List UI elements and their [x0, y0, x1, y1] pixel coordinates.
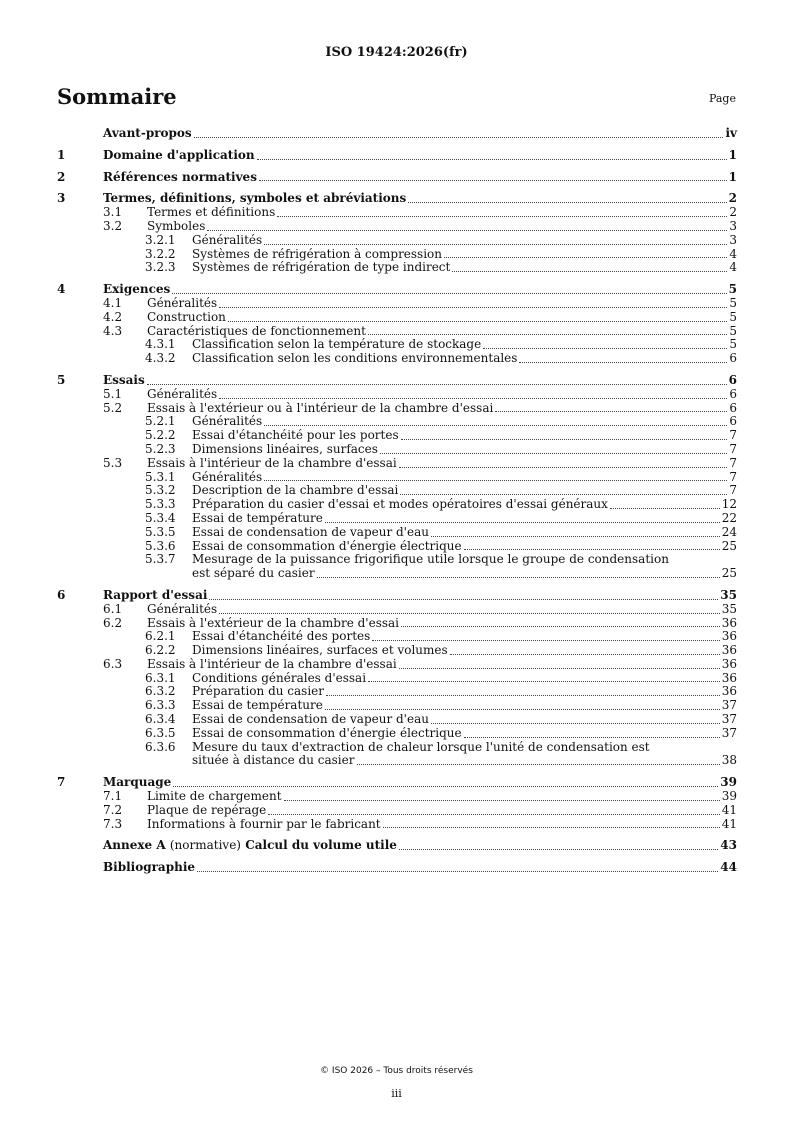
- toc-entry-page: 12: [721, 497, 737, 512]
- toc-entry-label: Essai de consommation d'énergie électrique: [192, 538, 462, 553]
- toc-leader-dots: [259, 179, 727, 181]
- toc-leader-dots: [264, 424, 727, 426]
- toc-entry-number: 6.2.1: [145, 629, 176, 644]
- toc-entry-number: 3.2: [103, 218, 123, 233]
- toc-entry-label: Rapport d'essai: [103, 587, 208, 602]
- toc-entry-page: 1: [728, 169, 737, 184]
- toc-leader-dots: [264, 243, 727, 245]
- toc-entry[interactable]: [57, 325, 737, 339]
- toc-entry-label: Construction: [147, 309, 226, 324]
- toc-entry-label: Bibliographie: [103, 860, 196, 875]
- page-column-label: Page: [708, 92, 736, 105]
- toc-entry[interactable]: [57, 234, 737, 248]
- toc-entry-page: 5: [729, 337, 737, 352]
- toc-entry-label: Généralités: [147, 386, 218, 401]
- toc-entry-number: 6.3.5: [145, 725, 176, 740]
- toc-leader-dots: [452, 270, 727, 272]
- toc-entry-page: 36: [721, 629, 737, 644]
- toc-entry-number: 3.2.3: [145, 260, 176, 275]
- toc-entry[interactable]: [57, 471, 737, 485]
- toc-entry-number: 6.2: [103, 615, 123, 630]
- toc-leader-dots: [264, 479, 727, 481]
- toc-entry-label: Essai de température: [192, 510, 323, 525]
- toc-entry-number: 6.1: [103, 601, 123, 616]
- toc-entry[interactable]: [57, 861, 737, 875]
- toc-entry[interactable]: [57, 672, 737, 686]
- toc-leader-dots: [147, 383, 727, 385]
- toc-leader-dots: [219, 397, 727, 399]
- toc-entry-label: Termes, définitions, symboles et abréviations: [103, 191, 407, 206]
- toc-entry-page: 37: [721, 725, 737, 740]
- toc-entry[interactable]: [57, 498, 737, 512]
- toc-entry[interactable]: [57, 617, 737, 631]
- toc-entry-number: 7.3: [103, 816, 123, 831]
- toc-entry-label: Essais: [103, 372, 145, 387]
- toc-entry[interactable]: [57, 283, 737, 297]
- toc-entry[interactable]: [57, 311, 737, 325]
- toc-leader-dots: [173, 785, 718, 787]
- toc-entry-label: Termes et définitions: [147, 205, 276, 220]
- toc-entry-number: 6.3: [103, 656, 123, 671]
- toc-entry[interactable]: [57, 297, 737, 311]
- toc-entry-number: 5.2: [103, 400, 123, 415]
- toc-entry-label: Domaine d'application: [103, 147, 255, 162]
- toc-entry[interactable]: [57, 741, 737, 769]
- toc-entry-label: Systèmes de réfrigération à compression: [192, 246, 443, 261]
- toc-entry-page: 35: [720, 587, 737, 602]
- toc-entry-page: 7: [729, 441, 737, 456]
- toc-leader-dots: [326, 694, 720, 696]
- toc-entry-number: 1: [57, 147, 66, 162]
- toc-entry-label: Informations à fournir par le fabricant: [147, 816, 381, 831]
- toc-entry-label: Mesure du taux d'extraction de chaleur lorsque l'unité de condensation est: [192, 739, 650, 754]
- toc-entry-number: 5.3.2: [145, 483, 176, 498]
- toc-entry-number: 6: [57, 587, 66, 602]
- toc-entry-page: 5: [729, 295, 737, 310]
- toc-entry-page: 41: [721, 802, 737, 817]
- toc-entry-label: Marquage: [103, 775, 172, 790]
- toc-entry[interactable]: [57, 727, 737, 741]
- toc-leader-dots: [172, 292, 726, 294]
- toc-entry-number: 4.3: [103, 323, 123, 338]
- toc-entry-page: 6: [728, 372, 737, 387]
- toc-entry-number: 7.1: [103, 789, 123, 804]
- toc-leader-dots: [268, 813, 719, 815]
- toc-entry-number: 4.3.1: [145, 337, 176, 352]
- toc-leader-dots: [284, 799, 720, 801]
- toc-leader-dots: [400, 493, 727, 495]
- toc-leader-dots: [399, 466, 728, 468]
- toc-leader-dots: [207, 229, 727, 231]
- toc-entry[interactable]: [57, 171, 737, 185]
- toc-entry-number: 2: [57, 169, 66, 184]
- toc-entry-page: 4: [729, 260, 737, 275]
- toc-entry-label: Généralités: [192, 414, 263, 429]
- toc-entry-label: Dimensions linéaires, surfaces et volumes: [192, 643, 448, 658]
- toc-entry-number: 5.3.4: [145, 510, 176, 525]
- toc-entry-page: 3: [729, 232, 737, 247]
- toc-entry-page: iv: [725, 126, 737, 140]
- toc-entry[interactable]: [57, 540, 737, 554]
- toc-entry-number: 5.2.1: [145, 414, 176, 429]
- toc-entry-label: Références normatives: [103, 169, 257, 184]
- toc-entry-page: 5: [728, 282, 737, 297]
- toc-entry-page: 5: [729, 309, 737, 324]
- toc-entry-page: 44: [720, 860, 737, 875]
- toc-leader-dots: [368, 680, 720, 682]
- toc-entry[interactable]: [57, 644, 737, 658]
- toc-entry-label: Limite de chargement: [147, 789, 282, 804]
- toc-entry[interactable]: [57, 512, 737, 526]
- toc-leader-dots: [219, 306, 727, 308]
- toc-leader-dots: [610, 507, 720, 509]
- toc-leader-dots: [317, 576, 720, 578]
- toc-leader-dots: [483, 347, 727, 349]
- toc-entry-number: 5.3.6: [145, 538, 176, 553]
- toc-entry-label: Caractéristiques de fonctionnement: [147, 323, 366, 338]
- toc-entry-page: 36: [721, 670, 737, 685]
- toc-entry-number: 6.3.3: [145, 698, 176, 713]
- toc-entry-label: Généralités: [192, 469, 263, 484]
- toc-entry-label: Essai de condensation de vapeur d'eau: [192, 524, 429, 539]
- toc-entry-number: 6.3.1: [145, 670, 176, 685]
- toc-leader-dots: [464, 548, 720, 550]
- toc-entry-label-main: Annexe A: [103, 838, 166, 853]
- toc-leader-dots: [408, 201, 726, 203]
- toc-entry-label-qualifier: (normative): [169, 838, 241, 853]
- toc-entry[interactable]: [57, 630, 737, 644]
- toc-entry-label-continued: est séparé du casier: [192, 566, 315, 581]
- toc-entry-label-tail: Calcul du volume utile: [245, 838, 397, 853]
- toc-entry-page: 6: [729, 351, 737, 366]
- toc-entry-label: Essai de consommation d'énergie électrique: [192, 725, 462, 740]
- toc-entry-number: 5.3.3: [145, 497, 176, 512]
- toc-entry-page: 6: [729, 400, 737, 415]
- toc-entry-label: [103, 839, 397, 853]
- toc-entry[interactable]: [57, 457, 737, 471]
- toc-entry-page: 5: [729, 323, 737, 338]
- toc-entry-number: 5.2.2: [145, 428, 176, 443]
- toc-entry-number: 5.1: [103, 386, 123, 401]
- toc-entry-page: 37: [721, 698, 737, 713]
- toc-leader-dots: [372, 639, 719, 641]
- toc-entry-number: 5.3: [103, 455, 123, 470]
- toc-entry[interactable]: [57, 818, 737, 832]
- toc-leader-dots: [380, 452, 727, 454]
- toc-entry-label-continued: située à distance du casier: [192, 753, 355, 768]
- toc-entry[interactable]: [57, 685, 737, 699]
- toc-entry-page: 39: [720, 775, 737, 790]
- toc-entry[interactable]: [57, 429, 737, 443]
- toc-entry-page: 36: [721, 684, 737, 699]
- toc-entry[interactable]: [57, 415, 737, 429]
- toc-entry-label: Plaque de repérage: [147, 802, 267, 817]
- toc-leader-dots: [383, 826, 720, 828]
- toc-leader-dots: [431, 722, 720, 724]
- toc-entry-page: 4: [729, 246, 737, 261]
- toc-leader-dots: [209, 598, 718, 600]
- toc-entry-label: Mesurage de la puissance frigorifique utile lorsque le groupe de condensation: [192, 552, 669, 567]
- toc-entry-page: 2: [728, 191, 737, 206]
- toc-entry[interactable]: [57, 713, 737, 727]
- toc-entry[interactable]: [57, 192, 737, 206]
- toc-entry-number: 4.2: [103, 309, 123, 324]
- toc-entry[interactable]: [57, 127, 737, 141]
- toc-entry[interactable]: [57, 248, 737, 262]
- toc-entry-number: 6.3.6: [145, 739, 176, 754]
- toc-entry-number: 7: [57, 775, 66, 790]
- toc-leader-dots: [368, 333, 727, 335]
- toc-entry-page: 3: [729, 218, 737, 233]
- toc-entry-page: 7: [729, 469, 737, 484]
- toc-entry-label: Essais à l'extérieur de la chambre d'essai: [147, 615, 400, 630]
- toc-entry-number: 3: [57, 191, 66, 206]
- toc-entry[interactable]: [57, 220, 737, 234]
- toc-leader-dots: [464, 736, 720, 738]
- toc-entry-label: Exigences: [103, 282, 171, 297]
- toc-leader-dots: [277, 215, 727, 217]
- toc-entry-label: Classification selon les conditions environnementales: [192, 351, 518, 366]
- toc-entry[interactable]: [57, 261, 737, 275]
- toc-leader-dots: [325, 708, 720, 710]
- toc-leader-dots: [197, 870, 718, 872]
- copyright-footer: © ISO 2026 – Tous droits réservés: [320, 1066, 473, 1076]
- toc-entry-label: Essai de condensation de vapeur d'eau: [192, 712, 429, 727]
- toc-leader-dots: [325, 521, 720, 523]
- toc-entry-label: Essai de température: [192, 698, 323, 713]
- toc-entry-label: Description de la chambre d'essai: [192, 483, 399, 498]
- toc-entry-page: 39: [721, 789, 737, 804]
- table-of-contents: [57, 127, 737, 875]
- toc-entry[interactable]: [57, 526, 737, 540]
- toc-leader-dots: [519, 361, 727, 363]
- toc-entry-page: 36: [721, 656, 737, 671]
- toc-entry-label: Préparation du casier d'essai et modes opératoires d'essai généraux: [192, 497, 608, 512]
- toc-entry-page: 2: [729, 205, 737, 220]
- toc-leader-dots: [444, 256, 727, 258]
- toc-entry-page: 35: [721, 601, 737, 616]
- toc-entry-page: 7: [729, 455, 737, 470]
- toc-entry[interactable]: [57, 839, 737, 853]
- toc-leader-dots: [257, 158, 727, 160]
- toc-entry-number: 6.3.2: [145, 684, 176, 699]
- toc-entry-page: 43: [720, 838, 737, 853]
- toc-entry[interactable]: [57, 776, 737, 790]
- toc-entry-label: Essai d'étanchéité pour les portes: [192, 428, 399, 443]
- toc-entry[interactable]: [57, 443, 737, 457]
- toc-entry-label: Généralités: [147, 295, 218, 310]
- toc-entry-page: 25: [721, 538, 737, 553]
- toc-entry-page: 37: [721, 712, 737, 727]
- toc-entry[interactable]: [57, 804, 737, 818]
- toc-entry-label: Symboles: [147, 218, 206, 233]
- toc-entry[interactable]: [57, 790, 737, 804]
- toc-entry-number: 3.1: [103, 205, 123, 220]
- toc-entry-number: 5.2.3: [145, 441, 176, 456]
- toc-entry-number: 5.3.7: [145, 552, 176, 567]
- toc-leader-dots: [401, 625, 720, 627]
- toc-entry[interactable]: [57, 388, 737, 402]
- toc-leader-dots: [399, 667, 720, 669]
- toc-entry-page: 36: [721, 643, 737, 658]
- toc-leader-dots: [495, 410, 727, 412]
- toc-entry-number: 5.3.1: [145, 469, 176, 484]
- toc-entry-label: Essais à l'intérieur de la chambre d'essai: [147, 455, 397, 470]
- toc-leader-dots: [194, 136, 724, 138]
- toc-entry-number: 3.2.2: [145, 246, 176, 261]
- page-title: Sommaire: [57, 84, 177, 109]
- toc-entry-number: 3.2.1: [145, 232, 176, 247]
- toc-entry-page: 6: [729, 414, 737, 429]
- toc-entry[interactable]: [57, 352, 737, 366]
- toc-entry[interactable]: [57, 374, 737, 388]
- toc-entry[interactable]: [57, 658, 737, 672]
- toc-entry-page: 7: [729, 428, 737, 443]
- toc-entry-label: Préparation du casier: [192, 684, 324, 699]
- toc-entry[interactable]: [57, 338, 737, 352]
- toc-leader-dots: [450, 653, 720, 655]
- toc-entry-label: Essai d'étanchéité des portes: [192, 629, 371, 644]
- toc-entry-page: 36: [721, 615, 737, 630]
- toc-leader-dots: [431, 535, 720, 537]
- toc-leader-dots: [228, 320, 727, 322]
- toc-entry[interactable]: [57, 589, 737, 603]
- page-number: iii: [391, 1087, 402, 1100]
- toc-leader-dots: [399, 848, 718, 850]
- toc-entry-label: Conditions générales d'essai: [192, 670, 367, 685]
- toc-entry-page: 22: [721, 510, 737, 525]
- toc-entry[interactable]: [57, 402, 737, 416]
- toc-entry-page: 6: [729, 386, 737, 401]
- toc-entry-label: Systèmes de réfrigération de type indirect: [192, 260, 451, 275]
- toc-entry[interactable]: [57, 484, 737, 498]
- toc-entry-page: 38: [721, 753, 737, 768]
- toc-entry[interactable]: [57, 206, 737, 220]
- toc-leader-dots: [401, 438, 728, 440]
- toc-entry-label: Avant-propos: [103, 126, 192, 140]
- toc-entry-label: Classification selon la température de stockage: [192, 337, 482, 352]
- toc-entry-number: 4: [57, 282, 66, 297]
- toc-entry-number: 4.3.2: [145, 351, 176, 366]
- toc-entry-label: Dimensions linéaires, surfaces: [192, 441, 378, 456]
- toc-entry-number: 5: [57, 372, 66, 387]
- toc-entry-number: 6.3.4: [145, 712, 176, 727]
- toc-entry-label: Généralités: [192, 232, 263, 247]
- toc-entry[interactable]: [57, 553, 737, 581]
- document-header: ISO 19424:2026(fr): [325, 45, 468, 60]
- toc-entry-number: 5.3.5: [145, 524, 176, 539]
- toc-leader-dots: [219, 612, 720, 614]
- toc-entry-page: 7: [729, 483, 737, 498]
- toc-entry[interactable]: [57, 699, 737, 713]
- toc-entry-number: 7.2: [103, 802, 123, 817]
- toc-entry-label: Généralités: [147, 601, 218, 616]
- toc-entry-number: 4.1: [103, 295, 123, 310]
- toc-leader-dots: [357, 763, 720, 765]
- toc-entry-page: 24: [721, 524, 737, 539]
- toc-entry-page: 25: [721, 566, 737, 581]
- toc-entry-page: 1: [728, 147, 737, 162]
- toc-entry-label: Essais à l'extérieur ou à l'intérieur de la chambre d'essai: [147, 400, 494, 415]
- toc-entry-page: 41: [721, 816, 737, 831]
- toc-entry-number: 6.2.2: [145, 643, 176, 658]
- toc-entry[interactable]: [57, 149, 737, 163]
- toc-entry-label: Essais à l'intérieur de la chambre d'essai: [147, 656, 397, 671]
- toc-entry[interactable]: [57, 603, 737, 617]
